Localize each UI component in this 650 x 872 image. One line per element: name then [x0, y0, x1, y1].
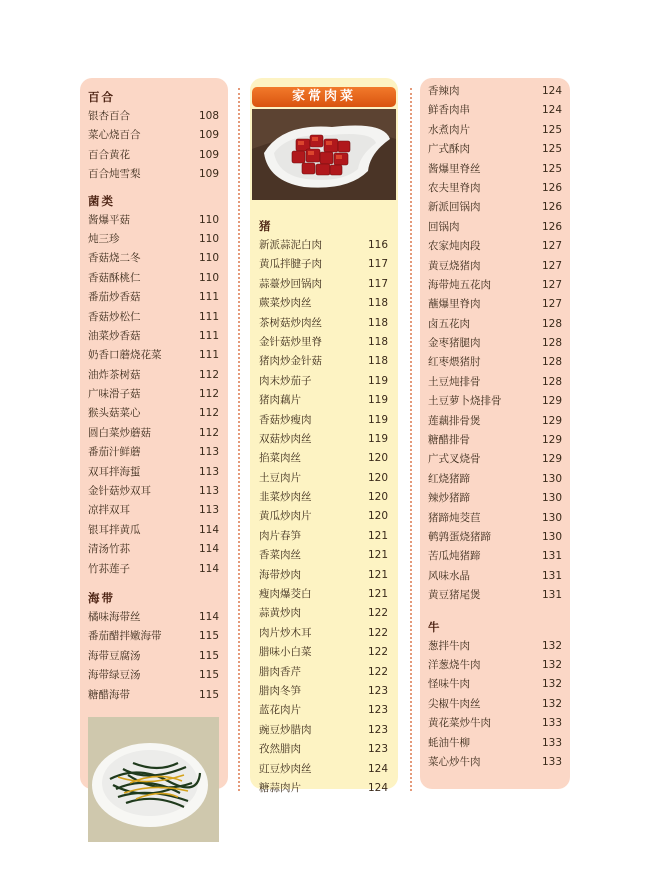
page-number: 112 — [198, 407, 219, 420]
recipe-name: 猪肉炒金针菇 — [259, 355, 322, 368]
toc-entry — [259, 449, 390, 468]
recipe-name: 圆白菜炒蘑菇 — [88, 426, 151, 439]
page-number: 122 — [367, 665, 388, 678]
toc-entry — [88, 627, 221, 646]
category-banner: 家常肉菜 — [252, 87, 396, 107]
recipe-name: 炖三珍 — [88, 232, 120, 245]
toc-entry — [428, 315, 564, 334]
page-number: 110 — [198, 232, 219, 245]
dish-photo-braised-pork — [252, 109, 396, 200]
toc-entry — [88, 288, 221, 307]
recipe-name: 猪肉藕片 — [259, 394, 301, 407]
page-number: 125 — [541, 143, 562, 156]
toc-entry — [88, 404, 221, 423]
page-number: 121 — [367, 588, 388, 601]
toc-entry — [259, 779, 390, 798]
page-number: 126 — [541, 220, 562, 233]
toc-entry — [88, 540, 221, 559]
toc-entry — [428, 675, 564, 694]
recipe-name: 水煮肉片 — [428, 123, 470, 136]
page-number: 119 — [367, 394, 388, 407]
toc-entry — [428, 567, 564, 586]
page-number: 128 — [541, 337, 562, 350]
recipe-name: 红烧猪蹄 — [428, 472, 470, 485]
toc-entry — [428, 160, 564, 179]
toc-entry — [259, 352, 390, 371]
page-number: 129 — [541, 453, 562, 466]
recipe-name: 农家炖肉段 — [428, 240, 481, 253]
recipe-name: 糖醋排骨 — [428, 434, 470, 447]
toc-entry — [259, 469, 390, 488]
column-2-panel — [250, 78, 398, 794]
recipe-name: 豇豆炒肉丝 — [259, 762, 312, 775]
toc-entry — [88, 424, 221, 443]
recipe-name: 银耳拌黄瓜 — [88, 523, 141, 536]
page-number: 117 — [367, 258, 388, 271]
recipe-name: 掐菜肉丝 — [259, 452, 301, 465]
recipe-name: 葱拌牛肉 — [428, 639, 470, 652]
toc-entry — [428, 586, 564, 605]
recipe-name: 回锅肉 — [428, 220, 460, 233]
recipe-name: 新派蒜泥白肉 — [259, 239, 322, 251]
column-3-panel — [420, 78, 570, 789]
page-number: 131 — [541, 589, 562, 602]
page-number: 124 — [367, 781, 388, 794]
page-number: 110 — [198, 213, 219, 226]
page-number: 128 — [541, 356, 562, 369]
recipe-name: 黄豆猪尾煲 — [428, 589, 481, 602]
recipe-name: 香菇烧二冬 — [88, 252, 141, 265]
recipe-name: 蕨菜炒肉丝 — [259, 297, 312, 310]
page-number: 109 — [198, 148, 219, 161]
page-number: 120 — [367, 471, 388, 484]
page-number: 124 — [541, 104, 562, 117]
page-number: 125 — [541, 162, 562, 175]
toc-entry — [428, 753, 564, 772]
page-number: 129 — [541, 414, 562, 427]
recipe-name: 香菇炒瘦肉 — [259, 413, 312, 426]
toc-entry — [428, 470, 564, 489]
recipe-name: 蚝油牛柳 — [428, 736, 470, 749]
recipe-name: 香辣肉 — [428, 85, 460, 97]
toc-entry — [88, 608, 221, 627]
page-number: 115 — [198, 649, 219, 662]
page-number: 130 — [541, 472, 562, 485]
recipe-name: 黄瓜炒肉片 — [259, 510, 312, 523]
toc-entry — [428, 412, 564, 431]
page-number: 123 — [367, 684, 388, 697]
toc-entry — [88, 482, 221, 501]
recipe-name: 海带绿豆汤 — [88, 669, 141, 682]
recipe-name: 双菇炒肉丝 — [259, 432, 312, 445]
toc-entry — [428, 714, 564, 733]
recipe-name: 卤五花肉 — [428, 317, 470, 330]
toc-entry — [88, 308, 221, 327]
toc-entry — [259, 527, 390, 546]
toc-entry — [88, 327, 221, 346]
recipe-name: 竹荪莲子 — [88, 562, 130, 575]
toc-entry — [259, 314, 390, 333]
sec-c2-0 — [259, 217, 390, 798]
page-number: 108 — [198, 110, 219, 122]
recipe-name: 金针菇炒里脊 — [259, 335, 322, 348]
toc-entry — [88, 230, 221, 249]
page-number: 111 — [198, 349, 219, 362]
section-heading: 牛 — [428, 619, 442, 634]
sec-c1-0 — [88, 88, 221, 185]
recipe-name: 海带炒肉 — [259, 568, 301, 581]
toc-entry — [88, 463, 221, 482]
dotted-divider-left — [238, 88, 240, 791]
toc-entry — [259, 546, 390, 565]
recipe-name: 广味滑子菇 — [88, 388, 141, 401]
toc-entry — [259, 236, 390, 255]
page-number: 125 — [541, 123, 562, 136]
page-number: 112 — [198, 368, 219, 381]
recipe-name: 瘦肉爆茭白 — [259, 588, 312, 601]
recipe-name: 茶树菇炒肉丝 — [259, 316, 322, 329]
recipe-name: 韭菜炒肉丝 — [259, 491, 312, 504]
recipe-name: 番茄醋拌嫩海带 — [88, 630, 162, 643]
page-number: 111 — [198, 310, 219, 323]
page-number: 114 — [198, 543, 219, 556]
page-number: 133 — [541, 717, 562, 730]
recipe-name: 香菇酥桃仁 — [88, 271, 141, 284]
toc-entry — [428, 637, 564, 656]
sec-c3-0 — [428, 82, 564, 606]
recipe-name: 香菇炒松仁 — [88, 310, 141, 323]
page-number: 120 — [367, 491, 388, 504]
recipe-name: 酱爆里脊丝 — [428, 162, 481, 175]
sec-c3-1 — [428, 618, 564, 773]
toc-entry — [428, 295, 564, 314]
section-heading: 百合 — [88, 90, 115, 104]
page-number: 119 — [367, 374, 388, 387]
recipe-name: 风味水晶 — [428, 569, 470, 582]
page-number: 124 — [541, 85, 562, 97]
recipe-name: 猪蹄炖茭苣 — [428, 511, 481, 524]
page-number: 131 — [541, 550, 562, 563]
toc-entry — [259, 294, 390, 313]
recipe-name: 清汤竹荪 — [88, 543, 130, 556]
recipe-name: 腊肉香芹 — [259, 665, 301, 678]
recipe-name: 肉片春笋 — [259, 529, 301, 542]
toc-entry — [259, 624, 390, 643]
page-number: 115 — [198, 669, 219, 682]
page-number: 132 — [541, 678, 562, 691]
page-number: 114 — [198, 610, 219, 623]
recipe-name: 菜心炒牛肉 — [428, 755, 481, 768]
page-number: 111 — [198, 291, 219, 304]
toc-entry — [259, 275, 390, 294]
toc-entry — [88, 366, 221, 385]
recipe-name: 土豆肉片 — [259, 471, 301, 484]
toc-entry — [428, 734, 564, 753]
toc-entry — [428, 276, 564, 295]
toc-entry — [428, 257, 564, 276]
dish-photo-seaweed — [88, 717, 219, 842]
page-number: 131 — [541, 569, 562, 582]
page-number: 119 — [367, 413, 388, 426]
toc-entry — [88, 666, 221, 685]
recipe-name: 蘸爆里脊肉 — [428, 298, 481, 311]
page-number: 109 — [198, 168, 219, 181]
recipe-name: 菜心烧百合 — [88, 129, 141, 142]
page-number: 112 — [198, 426, 219, 439]
toc-entry — [88, 385, 221, 404]
toc-entry — [428, 179, 564, 198]
recipe-name: 番茄炒香菇 — [88, 291, 141, 304]
recipe-name: 土豆萝卜烧排骨 — [428, 395, 502, 408]
page-number: 113 — [198, 465, 219, 478]
toc-entry — [259, 566, 390, 585]
toc-entry — [259, 411, 390, 430]
page-number: 118 — [367, 297, 388, 310]
toc-entry — [88, 443, 221, 462]
toc-entry — [88, 146, 221, 165]
recipe-name: 海带豆腐汤 — [88, 649, 141, 662]
page-number: 115 — [198, 688, 219, 701]
toc-entry — [428, 656, 564, 675]
recipe-name: 肉片炒木耳 — [259, 626, 312, 639]
recipe-name: 鲜香肉串 — [428, 104, 470, 117]
recipe-name: 洋葱烧牛肉 — [428, 658, 481, 671]
recipe-name: 广式酥肉 — [428, 143, 470, 156]
toc-entry — [88, 521, 221, 540]
page-number: 127 — [541, 278, 562, 291]
recipe-name: 肉末炒茄子 — [259, 374, 312, 387]
toc-entry — [88, 346, 221, 365]
toc-entry — [88, 560, 221, 579]
recipe-name: 怪味牛肉 — [428, 678, 470, 691]
page-number: 121 — [367, 568, 388, 581]
recipe-name: 奶香口蘑烧花菜 — [88, 349, 162, 362]
recipe-name: 海带炖五花肉 — [428, 278, 491, 291]
toc-entry — [428, 695, 564, 714]
recipe-name: 糖蒜肉片 — [259, 781, 301, 794]
recipe-name: 黄花菜炒牛肉 — [428, 717, 491, 730]
recipe-name: 腊味小白菜 — [259, 646, 312, 659]
page-number: 113 — [198, 485, 219, 498]
toc-entry — [88, 269, 221, 288]
page-number: 127 — [541, 259, 562, 272]
recipe-name: 酱爆平菇 — [88, 213, 130, 226]
toc-entry — [259, 391, 390, 410]
recipe-name: 鹌鹑蛋烧猪蹄 — [428, 530, 491, 543]
toc-entry — [428, 450, 564, 469]
page-number: 117 — [367, 277, 388, 290]
page-number: 122 — [367, 646, 388, 659]
toc-entry — [259, 255, 390, 274]
recipe-name: 猴头菇菜心 — [88, 407, 141, 420]
toc-entry — [88, 107, 221, 126]
page-number: 127 — [541, 298, 562, 311]
recipe-name: 黄豆烧猪肉 — [428, 259, 481, 272]
page-number: 130 — [541, 530, 562, 543]
page-number: 129 — [541, 395, 562, 408]
toc-entry — [259, 430, 390, 449]
recipe-name: 辣炒猪蹄 — [428, 492, 470, 505]
toc-entry — [259, 721, 390, 740]
page-number: 109 — [198, 129, 219, 142]
page-number: 118 — [367, 316, 388, 329]
page-number: 114 — [198, 523, 219, 536]
toc-entry — [428, 140, 564, 159]
page-number: 122 — [367, 626, 388, 639]
page-number: 132 — [541, 697, 562, 710]
recipe-name: 金枣猪腿肉 — [428, 337, 481, 350]
page-number: 115 — [198, 630, 219, 643]
recipe-name: 孜然腊肉 — [259, 743, 301, 756]
section-heading: 猪 — [259, 219, 273, 233]
page-number: 121 — [367, 529, 388, 542]
recipe-name: 凉拌双耳 — [88, 504, 130, 517]
column-1-panel — [80, 78, 228, 789]
page-number: 133 — [541, 736, 562, 749]
recipe-name: 莲藕排骨煲 — [428, 414, 481, 427]
recipe-name: 农夫里脊肉 — [428, 181, 481, 194]
page-number: 130 — [541, 511, 562, 524]
page-number: 119 — [367, 432, 388, 445]
recipe-name: 油菜炒香菇 — [88, 329, 141, 342]
page-number: 114 — [198, 562, 219, 575]
toc-entry — [428, 237, 564, 256]
toc-entry — [259, 585, 390, 604]
page-number: 124 — [367, 762, 388, 775]
toc-entry — [428, 101, 564, 120]
toc-entry — [88, 249, 221, 268]
toc-entry — [88, 211, 221, 230]
recipe-name: 银杏百合 — [88, 110, 130, 122]
toc-entry — [88, 165, 221, 184]
section-heading: 菌类 — [88, 193, 115, 208]
page-number: 127 — [541, 240, 562, 253]
page-number: 118 — [367, 335, 388, 348]
page-number: 133 — [541, 755, 562, 768]
recipe-name: 橘味海带丝 — [88, 610, 141, 623]
recipe-name: 蒜黄炒肉 — [259, 607, 301, 620]
recipe-name: 蓝花肉片 — [259, 704, 301, 717]
recipe-name: 油炸茶树菇 — [88, 368, 141, 381]
page-number: 122 — [367, 607, 388, 620]
recipe-name: 新派回锅肉 — [428, 201, 481, 214]
page-number: 126 — [541, 201, 562, 214]
page-number: 121 — [367, 549, 388, 562]
sec-c1-2 — [88, 589, 221, 705]
toc-entry — [259, 507, 390, 526]
recipe-name: 金针菇炒双耳 — [88, 485, 151, 498]
toc-entry — [428, 121, 564, 140]
page-number: 128 — [541, 375, 562, 388]
toc-entry — [259, 488, 390, 507]
toc-entry — [259, 682, 390, 701]
toc-entry — [259, 760, 390, 779]
page-number: 112 — [198, 388, 219, 401]
toc-entry — [259, 701, 390, 720]
page-number: 128 — [541, 317, 562, 330]
recipe-name: 双耳拌海蜇 — [88, 465, 141, 478]
page-number: 132 — [541, 639, 562, 652]
toc-entry — [88, 501, 221, 520]
recipe-name: 红枣煨猪肘 — [428, 356, 481, 369]
page-number: 118 — [367, 355, 388, 368]
recipe-name: 百合炖雪梨 — [88, 168, 141, 181]
recipe-name: 番茄汁鲜蘑 — [88, 446, 141, 459]
toc-entry — [428, 509, 564, 528]
toc-entry — [259, 643, 390, 662]
toc-entry — [88, 686, 221, 705]
toc-entry — [259, 604, 390, 623]
recipe-name: 尖椒牛肉丝 — [428, 697, 481, 710]
recipe-name: 黄瓜拌腱子肉 — [259, 258, 322, 271]
page-number: 116 — [367, 239, 388, 251]
toc-entry — [428, 218, 564, 237]
sec-c1-1 — [88, 192, 221, 579]
recipe-name: 苦瓜炖猪蹄 — [428, 550, 481, 563]
page-number: 120 — [367, 452, 388, 465]
toc-entry — [88, 126, 221, 145]
page-number: 110 — [198, 252, 219, 265]
toc-entry — [428, 489, 564, 508]
recipe-name: 广式叉烧骨 — [428, 453, 481, 466]
toc-entry — [259, 372, 390, 391]
page-number: 111 — [198, 329, 219, 342]
toc-entry — [259, 663, 390, 682]
section-heading: 海带 — [88, 590, 115, 605]
recipe-name: 豌豆炒腊肉 — [259, 723, 312, 736]
toc-entry — [428, 547, 564, 566]
page-number: 126 — [541, 181, 562, 194]
recipe-name: 土豆炖排骨 — [428, 375, 481, 388]
page-number: 130 — [541, 492, 562, 505]
page-number: 120 — [367, 510, 388, 523]
page-number: 113 — [198, 446, 219, 459]
recipe-name: 糖醋海带 — [88, 688, 130, 701]
page-number: 129 — [541, 434, 562, 447]
toc-entry — [259, 333, 390, 352]
toc-entry — [428, 353, 564, 372]
recipe-name: 百合黄花 — [88, 148, 130, 161]
toc-entry — [259, 740, 390, 759]
page-number: 132 — [541, 658, 562, 671]
page-number: 113 — [198, 504, 219, 517]
toc-entry — [428, 528, 564, 547]
toc-entry — [428, 82, 564, 101]
page-number: 123 — [367, 723, 388, 736]
recipe-name: 蒜薹炒回锅肉 — [259, 277, 322, 290]
toc-entry — [428, 392, 564, 411]
dotted-divider-right — [410, 88, 412, 791]
toc-entry — [428, 373, 564, 392]
toc-entry — [428, 198, 564, 217]
page-number: 123 — [367, 743, 388, 756]
toc-entry — [428, 431, 564, 450]
recipe-name: 腊肉冬笋 — [259, 684, 301, 697]
toc-entry — [428, 334, 564, 353]
recipe-name: 香菜肉丝 — [259, 549, 301, 562]
page-number: 110 — [198, 271, 219, 284]
toc-entry — [88, 647, 221, 666]
page-number: 123 — [367, 704, 388, 717]
